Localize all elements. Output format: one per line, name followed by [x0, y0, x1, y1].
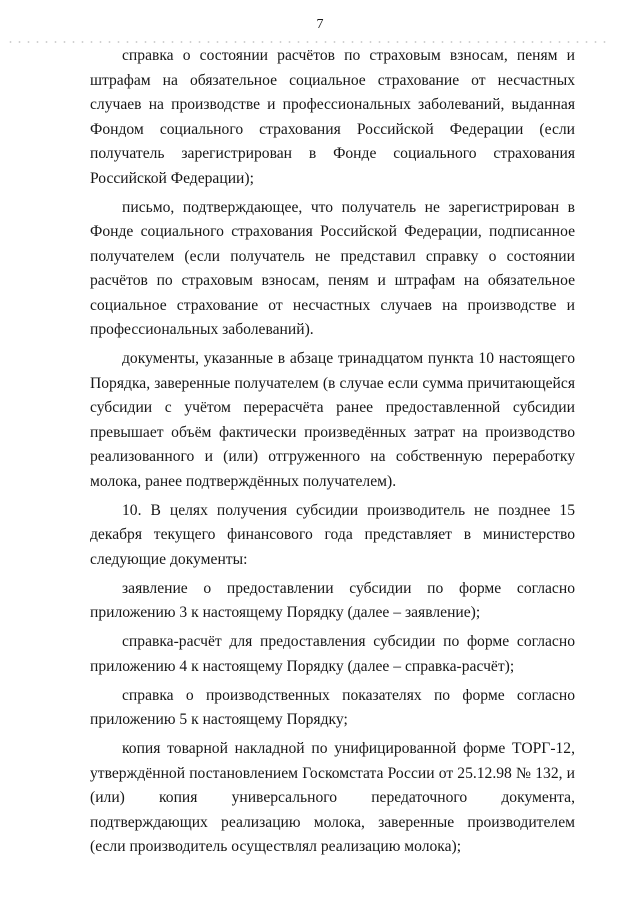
paragraph-social-insurance-certificate: справка о состоянии расчётов по страховым взносам, пеням и штрафам на обязательное социальное страхование от несчастных случаев на производстве и профессиональных заболеваний, выданная Фондом социального страхования Российской Федерации (если получатель зарегистрирован в Фонде социального страхования Российской Федерации); — [90, 47, 575, 187]
paragraph-waybill-copy: копия товарной накладной по унифицированной форме ТОРГ-12, утверждённой постановлением Госкомстата России от 25.12.98 № 132, и (или) копия универсального передаточного документа, подтверждающих реализацию молока, заверенные производителем (если производитель осуществлял реализацию молока); — [90, 740, 575, 855]
paragraph-production-indicators: справка о производственных показателях по форме согласно приложению 5 к настоящему Порядку; — [90, 686, 575, 728]
paragraph-non-registration-letter: письмо, подтверждающее, что получатель не зарегистрирован в Фонде социального страхования Российской Федерации, подписанное получателем (если получатель не представил справку о состоянии расчётов по страховым взносам, пеням и штрафам на обязательное социальное страхование от несчастных случаев на производстве и профессиональных заболеваний). — [90, 198, 575, 338]
page-number: 7 — [316, 17, 324, 32]
scan-artifact-line — [6, 41, 606, 43]
document-body — [90, 44, 575, 864]
paragraph-clause-10: 10. В целях получения субсидии производитель не позднее 15 декабря текущего финансового года представляет в министерство следующие документы: — [90, 501, 575, 568]
paragraph-calculation-certificate: справка-расчёт для предоставления субсидии по форме согласно приложению 4 к настоящему Порядку (далее – справка-расчёт); — [90, 633, 575, 675]
paragraph-certified-documents: документы, указанные в абзаце тринадцатом пункта 10 настоящего Порядка, заверенные получателем (в случае если сумма причитающейся субсидии с учётом перерасчёта ранее предоставленной субсидии превышает объём фактически произведённых затрат на производство реализованного и (или) отгруженного на собственную переработку молока, ранее подтверждённых получателем). — [90, 350, 575, 490]
paragraph-application: заявление о предоставлении субсидии по форме согласно приложению 3 к настоящему Порядку (далее – заявление); — [90, 579, 575, 621]
